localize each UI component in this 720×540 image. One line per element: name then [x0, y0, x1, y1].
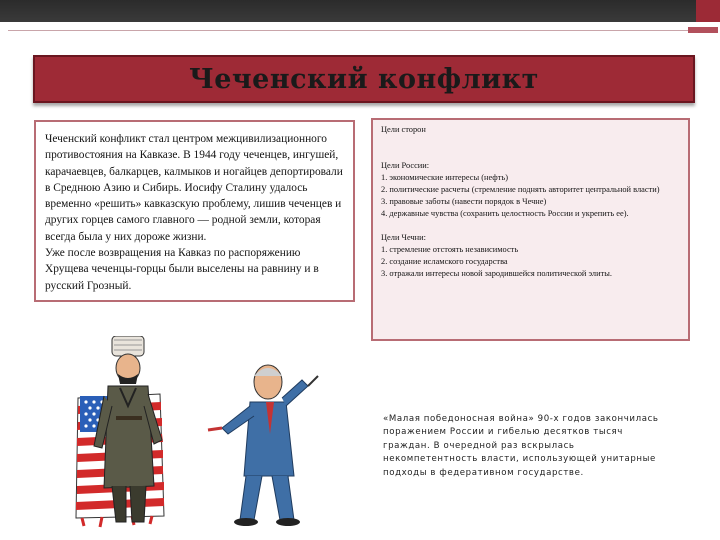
goals-panel: [371, 118, 690, 341]
goals-heading: Цели сторон: [381, 125, 426, 134]
conclusion-quote: «Малая победоносная война» 90-х годов закончилась поражением России и гибелью десятков тысяч граждан. В очередной раз вскрылась некомпетентность власти, использующей унитарные подходы в федеративном государстве.: [383, 414, 659, 478]
history-paragraph-2: Уже после возвращения на Кавказ по распоряжению Хрущева чеченцы-горцы были выселены на равнину и в русский Грозный.: [45, 247, 319, 292]
slide-title: Чеченский конфликт: [189, 63, 539, 95]
top-decorative-bar: [0, 0, 720, 22]
russia-goals-heading: Цели России:: [381, 161, 430, 170]
chechnya-goal-item: 3. отражали интересы новой зародившейся политической элиты.: [381, 269, 612, 278]
russia-goal-item: 3. правовые заботы (навести порядок в Чечне): [381, 197, 547, 206]
history-paragraph-1: Чеченский конфликт стал центром межцивилизационного противостояния на Кавказе. В 1944 году чеченцев, ингушей, карачаевцев, балкарцев, калмыков и ногайцев депортировали в Среднюю Азию и Сибирь. Иосифу Сталину удалось временно «решить» кавказскую проблему, лишив чеченцев и других горцев самого главного — родной земли, которая всегда была у них дороже жизни.: [45, 133, 343, 243]
chechnya-goal-item: 1. стремление отстоять независимость: [381, 245, 519, 254]
caricature-illustration: [72, 336, 334, 528]
russia-goal-item: 4. державные чувства (сохранить целостность России и укрепить ее).: [381, 209, 629, 218]
russia-goal-item: 2. политические расчеты (стремление поднять авторитет центральной власти): [381, 185, 660, 194]
divider-accent: [688, 27, 718, 33]
top-bar-accent: [696, 0, 720, 22]
chechnya-goals-heading: Цели Чечни:: [381, 233, 426, 242]
history-text-panel: [34, 120, 355, 302]
title-banner: [33, 55, 695, 103]
chechnya-goal-item: 2. создание исламского государства: [381, 257, 508, 266]
russia-goal-item: 1. экономические интересы (нефть): [381, 173, 508, 182]
header-divider-line: [8, 30, 700, 31]
businessman-figure: [208, 365, 318, 526]
